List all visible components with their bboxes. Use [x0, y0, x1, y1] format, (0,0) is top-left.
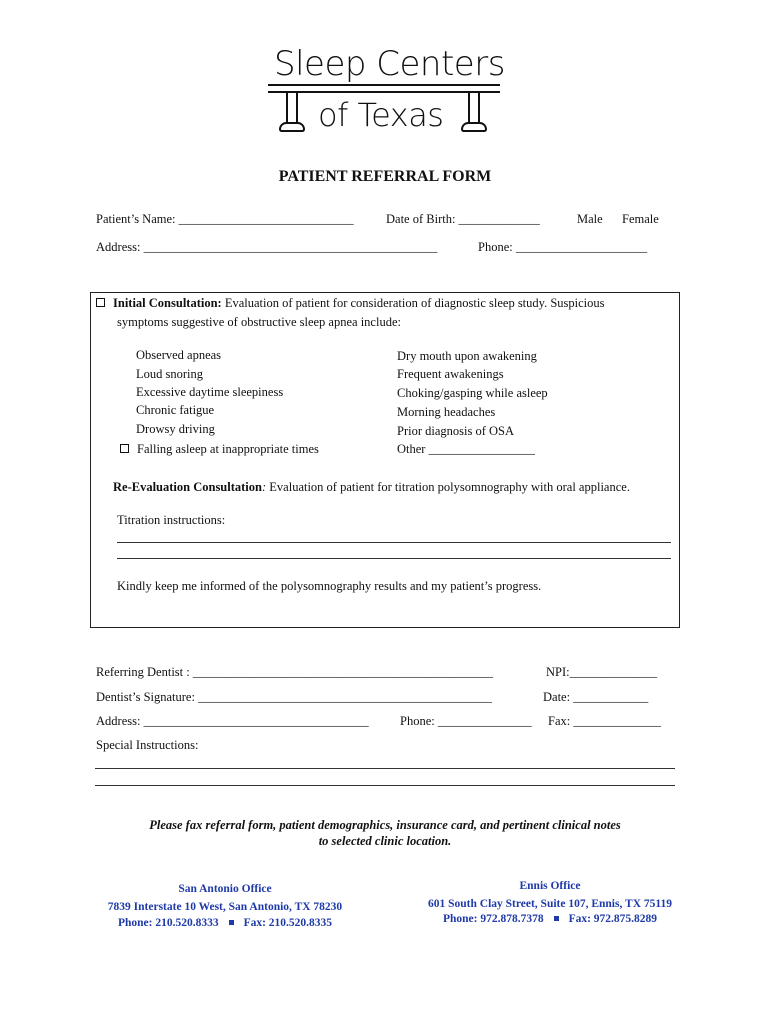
symptom-left-4: Chronic fatigue: [136, 403, 215, 417]
titration-label: Titration instructions:: [117, 513, 226, 527]
san-antonio-contact: [80, 917, 370, 929]
initial-consultation[interactable]: [96, 296, 605, 311]
logo-post-right: [468, 92, 480, 124]
date-field[interactable]: Date: ____________: [543, 690, 649, 704]
checkbox-icon[interactable]: [96, 298, 105, 307]
fax-note-line2: to selected clinic location.: [318, 834, 452, 848]
bullet-icon: [554, 916, 559, 921]
san-antonio-title: San Antonio Office: [178, 883, 272, 895]
logo-post-left: [286, 92, 298, 124]
logo-line2: of Texas: [318, 96, 444, 134]
san-antonio-fax: Fax: 210.520.8335: [243, 917, 333, 929]
logo-foot-left: [279, 122, 305, 132]
patient-name-field[interactable]: Patient’s Name: ____________________________: [96, 212, 354, 226]
bullet-icon: [229, 920, 234, 925]
reevaluation-text: Evaluation of patient for titration polysomnography with oral appliance.: [266, 480, 630, 494]
symptom-right-1: Dry mouth upon awakening: [397, 349, 537, 363]
special-line-2[interactable]: [95, 785, 675, 786]
symptom-left-5: Drowsy driving: [136, 422, 215, 436]
initial-consultation-text: Evaluation of patient for consideration of diagnostic sleep study. Suspicious: [221, 296, 605, 310]
dentist-address-field[interactable]: Address: ____________________________________: [96, 714, 369, 728]
checkbox-icon[interactable]: [120, 444, 129, 453]
special-instructions-label: Special Instructions:: [96, 738, 199, 752]
logo-line1: Sleep Centers: [274, 44, 505, 84]
dentist-phone-field[interactable]: Phone: _______________: [400, 714, 532, 728]
dentist-signature-field[interactable]: Dentist’s Signature: _______________________________________________: [96, 690, 492, 704]
symptom-right-6[interactable]: Other _________________: [397, 442, 535, 456]
initial-consultation-text2: symptoms suggestive of obstructive sleep apnea include:: [117, 315, 401, 329]
female-option[interactable]: Female: [622, 212, 659, 226]
san-antonio-phone: Phone: 210.520.8333: [117, 917, 219, 929]
dob-field[interactable]: Date of Birth: _____________: [386, 212, 540, 226]
kindly-note: Kindly keep me informed of the polysomnography results and my patient’s progress.: [117, 579, 542, 593]
symptom-right-3: Choking/gasping while asleep: [397, 386, 548, 400]
dentist-fax-field[interactable]: Fax: ______________: [548, 714, 661, 728]
male-option[interactable]: Male: [577, 212, 603, 226]
symptom-right-4: Morning headaches: [397, 405, 496, 419]
npi-field[interactable]: NPI:______________: [546, 665, 658, 679]
symptom-left-2: Loud snoring: [136, 367, 204, 381]
logo-bar: [268, 84, 500, 93]
initial-consultation-label: Initial Consultation:: [113, 296, 222, 310]
symptom-right-5: Prior diagnosis of OSA: [397, 424, 515, 438]
ennis-contact: [405, 913, 695, 925]
symptom-left-6[interactable]: [120, 442, 319, 457]
form-title: PATIENT REFERRAL FORM: [278, 168, 492, 185]
consultation-box: [90, 292, 680, 628]
patient-address-field[interactable]: Address: _______________________________________________: [96, 240, 438, 254]
special-line-1[interactable]: [95, 768, 675, 769]
reevaluation-colon: :: [261, 480, 267, 494]
logo-foot-right: [461, 122, 487, 132]
ennis-phone: Phone: 972.878.7378: [442, 913, 544, 925]
symptom-right-2: Frequent awakenings: [397, 367, 504, 381]
symptom-left-1: Observed apneas: [136, 348, 222, 362]
reevaluation-label: Re-Evaluation Consultation: [113, 480, 262, 494]
patient-phone-field[interactable]: Phone: _____________________: [478, 240, 648, 254]
fax-note-line1: Please fax referral form, patient demographics, insurance card, and pertinent clinical notes: [149, 818, 621, 832]
symptom-left-6-label: Falling asleep at inappropriate times: [137, 442, 319, 456]
ennis-address: 601 South Clay Street, Suite 107, Ennis, TX 75119: [428, 898, 672, 910]
titration-line-1[interactable]: [117, 542, 671, 543]
referring-dentist-field[interactable]: Referring Dentist : ________________________________________________: [96, 665, 493, 679]
titration-line-2[interactable]: [117, 558, 671, 559]
clinic-logo: [268, 42, 505, 142]
ennis-title: Ennis Office: [519, 880, 581, 892]
ennis-fax: Fax: 972.875.8289: [568, 913, 658, 925]
symptom-left-3: Excessive daytime sleepiness: [136, 385, 284, 399]
reevaluation-consultation[interactable]: [113, 480, 630, 495]
san-antonio-address: 7839 Interstate 10 West, San Antonio, TX 78230: [107, 901, 343, 913]
